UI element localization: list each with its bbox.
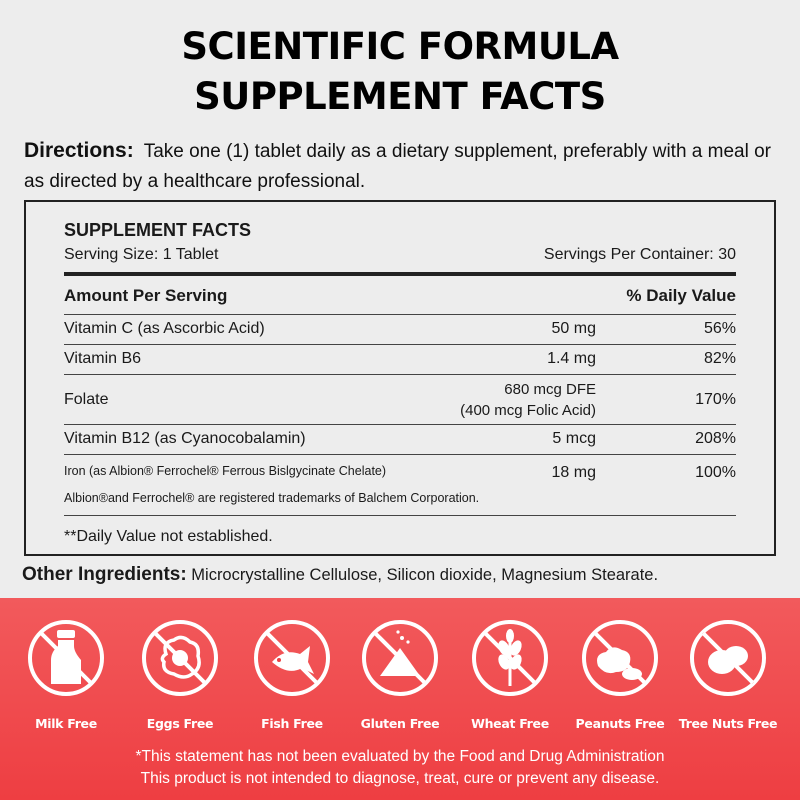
servings-per-container: Servings Per Container: 30 bbox=[543, 246, 736, 263]
nutrient-dv: 56% bbox=[703, 320, 736, 337]
serving-size: Serving Size: 1 Tablet bbox=[64, 246, 219, 263]
egg-icon bbox=[140, 618, 220, 698]
thick-divider bbox=[64, 272, 736, 276]
free-label-fish: Fish Free bbox=[261, 716, 323, 731]
wheat-icon bbox=[470, 618, 550, 698]
nutrient-dv: 208% bbox=[695, 430, 736, 447]
directions bbox=[24, 136, 784, 197]
nutrient-amount: 1.4 mg bbox=[547, 350, 596, 367]
nutrient-amount: 50 mg bbox=[551, 320, 596, 337]
trademark-note: Albion®and Ferrochel® are registered trademarks of Balchem Corporation. bbox=[64, 491, 480, 505]
other-ingredients bbox=[22, 564, 792, 586]
nutrient-dv: 82% bbox=[703, 350, 736, 367]
table-row bbox=[64, 314, 736, 344]
table-row bbox=[64, 374, 736, 424]
free-label-peanuts: Peanuts Free bbox=[575, 716, 665, 731]
nutrient-name: Vitamin B6 bbox=[64, 350, 142, 367]
nutrient-amount bbox=[460, 379, 596, 421]
free-label-milk: Milk Free bbox=[35, 716, 97, 731]
amount-line2: (400 mcg Folic Acid) bbox=[460, 402, 596, 419]
tree-nut-icon bbox=[688, 618, 768, 698]
nutrient-name: Iron (as Albion® Ferrochel® Ferrous Bislgycinate Chelate) bbox=[64, 464, 387, 478]
directions-text: Take one (1) tablet daily as a dietary supplement, preferably with a meal or as directed by a healthcare professional. bbox=[24, 141, 772, 192]
nutrient-name: Vitamin B12 (as Cyanocobalamin) bbox=[64, 430, 306, 447]
peanut-icon bbox=[580, 618, 660, 698]
nutrient-dv: 170% bbox=[695, 391, 736, 408]
fish-icon bbox=[252, 618, 332, 698]
free-label-tree-nuts: Tree Nuts Free bbox=[678, 716, 778, 731]
other-ingredients-text: Microcrystalline Cellulose, Silicon dioxide, Magnesium Stearate. bbox=[191, 566, 659, 584]
allergen-band bbox=[0, 598, 800, 800]
page-title-line2: SUPPLEMENT FACTS bbox=[194, 75, 606, 118]
page-title-line1: SCIENTIFIC FORMULA bbox=[181, 25, 619, 68]
table-row bbox=[64, 344, 736, 374]
facts-heading: SUPPLEMENT FACTS bbox=[64, 220, 252, 240]
daily-value-header: % Daily Value bbox=[626, 286, 736, 305]
milk-bottle-icon bbox=[26, 618, 106, 698]
free-label-eggs: Eggs Free bbox=[146, 716, 214, 731]
amount-header: Amount Per Serving bbox=[64, 286, 228, 305]
gluten-icon bbox=[360, 618, 440, 698]
nutrient-amount: 5 mcg bbox=[552, 430, 596, 447]
amount-line1: 680 mcg DFE bbox=[504, 381, 596, 398]
fda-disclaimer-line1: *This statement has not been evaluated by the Food and Drug Administration bbox=[135, 748, 665, 765]
nutrient-name: Folate bbox=[64, 391, 109, 408]
free-label-wheat: Wheat Free bbox=[471, 716, 549, 731]
supplement-facts-panel bbox=[24, 200, 776, 556]
daily-value-note: **Daily Value not established. bbox=[64, 528, 273, 545]
table-row bbox=[64, 424, 736, 454]
directions-label: Directions: bbox=[24, 139, 134, 162]
free-label-gluten: Gluten Free bbox=[360, 716, 440, 731]
nutrient-name: Vitamin C (as Ascorbic Acid) bbox=[64, 320, 265, 337]
nutrient-dv: 100% bbox=[695, 464, 736, 481]
table-row bbox=[64, 454, 736, 516]
other-ingredients-label: Other Ingredients: bbox=[22, 564, 187, 585]
fda-disclaimer-line2: This product is not intended to diagnose, treat, cure or prevent any disease. bbox=[140, 770, 660, 787]
nutrient-amount: 18 mg bbox=[551, 464, 596, 481]
